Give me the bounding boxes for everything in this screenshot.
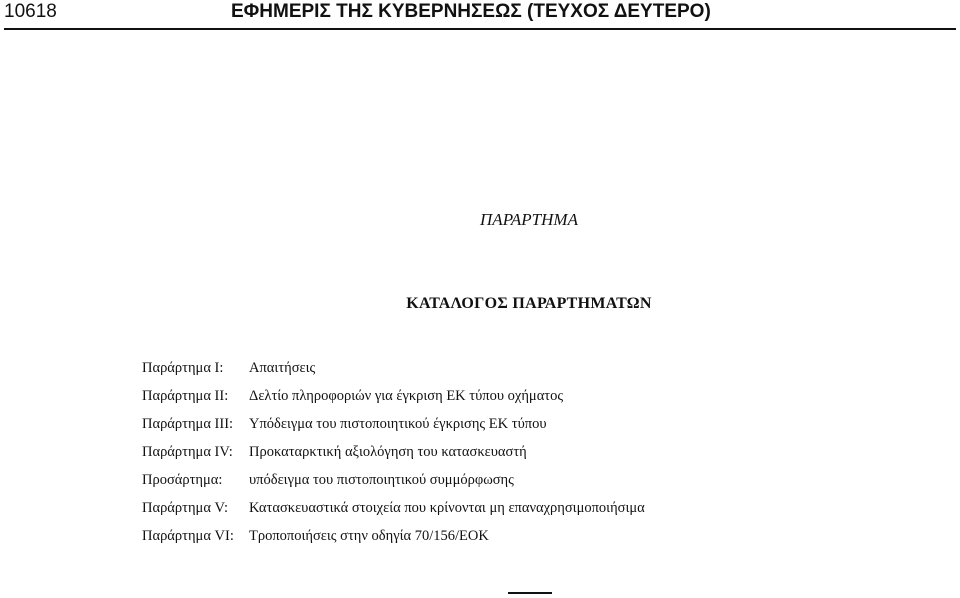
page-number: 10618 [4,1,57,22]
annex-label: Παράρτημα III: [142,416,234,432]
annex-label: Παράρτημα I: [142,360,224,376]
page-header [0,0,960,30]
annex-label: Παράρτημα IV: [142,444,233,460]
end-separator-rule [508,592,552,594]
annex-description: Τροποποιήσεις στην οδηγία 70/156/ΕΟΚ [249,528,489,544]
header-rule [4,28,956,30]
appendix-description: υπόδειγμα του πιστοποιητικού συμμόρφωσης [249,472,514,488]
annex-list-title: ΚΑΤΑΛΟΓΟΣ ΠΑΡΑΡΤΗΜΑΤΩΝ [406,295,652,312]
annex-description: Δελτίο πληροφοριών για έγκριση ΕΚ τύπου οχήματος [249,388,564,404]
annex-label: Παράρτημα VI: [142,528,234,544]
annex-label: Παράρτημα V: [142,500,228,516]
annex-description: Υπόδειγμα του πιστοποιητικού έγκρισης ΕΚ τύπου [249,416,547,432]
annex-description: Απαιτήσεις [249,360,316,376]
annex-title: ΠΑΡΑΡΤΗΜΑ [480,210,578,229]
annex-label: Παράρτημα II: [142,388,229,404]
appendix-label: Προσάρτημα: [142,472,223,488]
annex-description: Κατασκευαστικά στοιχεία που κρίνονται μη επαναχρησιμοποιήσιμα [249,500,645,516]
journal-title: ΕΦΗΜΕΡΙΣ ΤΗΣ ΚΥΒΕΡΝΗΣΕΩΣ (ΤΕΥΧΟΣ ΔΕΥΤΕΡΟ) [231,1,711,22]
annex-description: Προκαταρκτική αξιολόγηση του κατασκευαστή [249,444,527,460]
